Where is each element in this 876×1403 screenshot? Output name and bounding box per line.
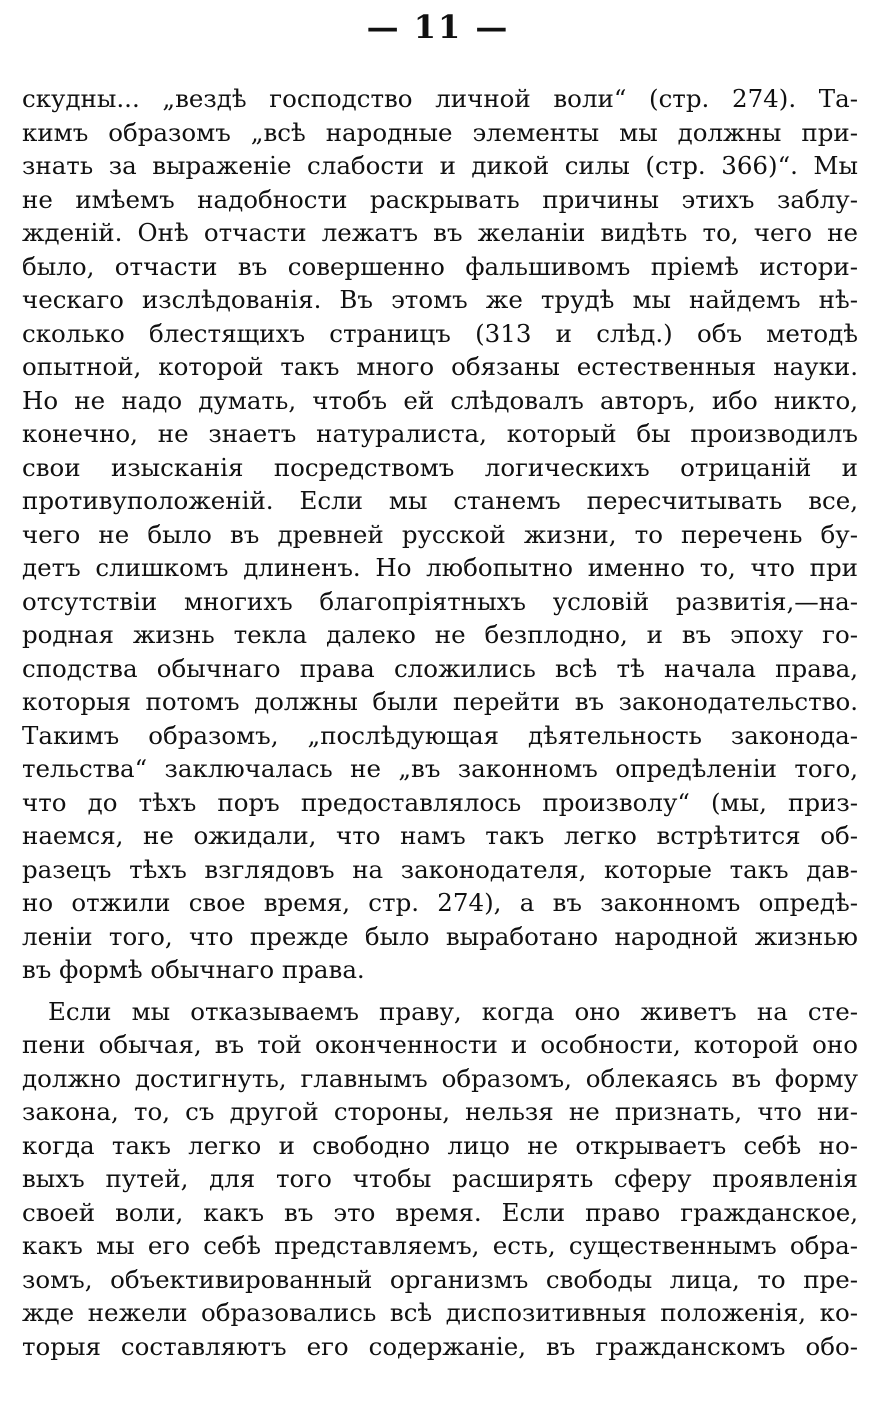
text-line: опытной, которой такъ много обязаны естественныя науки.	[22, 352, 858, 381]
text-line: выхъ путей, для того чтобы расширять сферу проявленія	[22, 1164, 858, 1193]
page-number: — 11 —	[366, 8, 510, 46]
text-line: свои изысканія посредствомъ логическихъ отрицаній и	[22, 452, 858, 482]
text-line: которыя потомъ должны были перейти въ законодательство.	[22, 687, 858, 716]
text-line: детъ слишкомъ длиненъ. Но любопытно именно то, что при	[22, 553, 858, 582]
text-line: своей воли, какъ въ это время. Если право гражданское,	[22, 1197, 858, 1227]
text-line: конечно, не знаетъ натуралиста, который бы производилъ	[22, 419, 858, 448]
paragraph	[22, 995, 858, 1364]
text-line: сколько блестящихъ страницъ (313 и слѣд.) объ методѣ	[22, 318, 858, 348]
body-text	[22, 82, 858, 1363]
text-line: тельства“ заключалась не „въ законномъ опредѣленіи того,	[22, 754, 858, 783]
text-line: было, отчасти въ совершенно фальшивомъ пріемѣ истори-	[22, 251, 858, 281]
text-line: противуположеній. Если мы станемъ пересчитывать все,	[22, 486, 858, 515]
paragraph-gap	[22, 987, 858, 995]
text-line: чего не было въ древней русской жизни, то перечень бу-	[22, 519, 858, 549]
text-line: наемся, не ожидали, что намъ такъ легко встрѣтится об-	[22, 821, 858, 850]
text-line: когда такъ легко и свободно лицо не открываетъ себѣ но-	[22, 1130, 858, 1160]
text-line: не имѣемъ надобности раскрывать причины этихъ заблу-	[22, 184, 858, 214]
text-line: Но не надо думать, чтобъ ей слѣдовалъ авторъ, ибо никто,	[22, 385, 858, 415]
text-line: разецъ тѣхъ взглядовъ на законодателя, которые такъ дав-	[22, 854, 858, 884]
text-line: Если мы отказываемъ праву, когда оно живетъ на сте-	[48, 996, 858, 1026]
text-line: Такимъ образомъ, „послѣдующая дѣятельность законода-	[22, 720, 858, 750]
text-line: отсутствіи многихъ благопріятныхъ условій развитія,—на-	[22, 586, 858, 616]
text-line: жденій. Онѣ отчасти лежатъ въ желаніи видѣть то, чего не	[22, 218, 858, 247]
text-line: сподства обычнаго права сложились всѣ тѣ начала права,	[22, 653, 858, 683]
text-line: ческаго изслѣдованія. Въ этомъ же трудѣ мы найдемъ нѣ-	[22, 285, 858, 314]
text-line: кимъ образомъ „всѣ народные элементы мы должны при-	[22, 117, 858, 147]
text-line: зомъ, объективированный организмъ свободы лица, то пре-	[22, 1264, 858, 1294]
text-line: родная жизнь текла далеко не безплодно, и въ эпоху го-	[22, 620, 858, 649]
text-line: леніи того, что прежде было выработано народной жизнью	[22, 921, 858, 951]
text-line: какъ мы его себѣ представляемъ, есть, существеннымъ обра-	[22, 1231, 858, 1260]
text-line: закона, то, съ другой стороны, нельзя не признать, что ни-	[22, 1097, 858, 1126]
text-line: пени обычая, въ той оконченности и особности, которой оно	[22, 1030, 858, 1059]
text-line: что до тѣхъ поръ предоставлялось произволу“ (мы, приз-	[22, 787, 858, 817]
text-line: должно достигнуть, главнымъ образомъ, облекаясь въ форму	[22, 1063, 858, 1093]
text-line: но отжили свое время, стр. 274), а въ законномъ опредѣ-	[22, 888, 858, 917]
text-line: жде нежели образовались всѣ диспозитивныя положенія, ко-	[22, 1298, 858, 1327]
paragraph	[22, 82, 858, 987]
text-line: знать за выраженіе слабости и дикой силы (стр. 366)“. Мы	[22, 151, 858, 180]
text-line: въ формѣ обычнаго права.	[22, 955, 365, 984]
text-line: торыя составляютъ его содержаніе, въ гражданскомъ обо-	[22, 1331, 858, 1361]
text-line: скудны... „вездѣ господство личной воли“ (стр. 274). Та-	[22, 84, 858, 113]
